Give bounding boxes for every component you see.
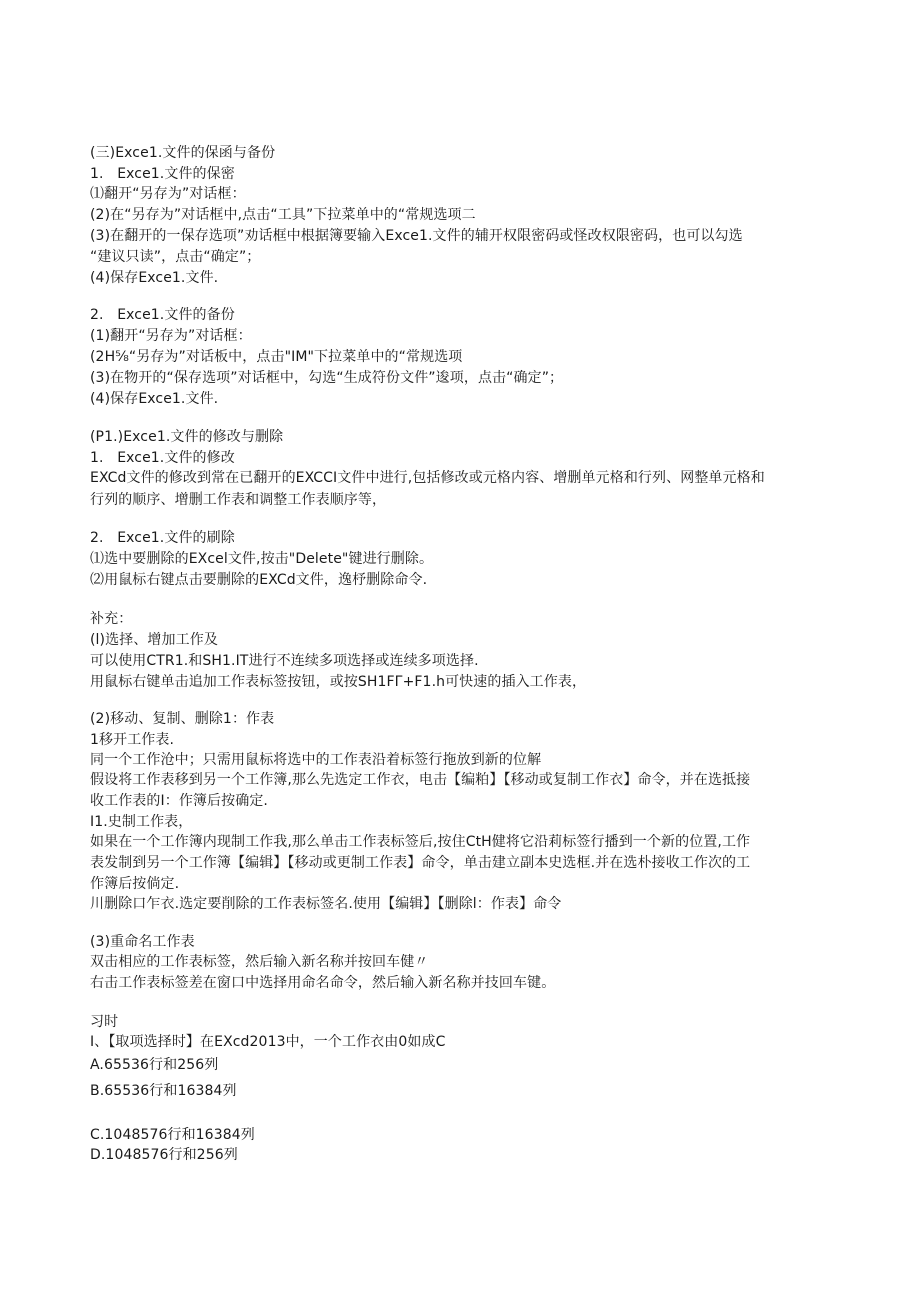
text-line: 表发制到另一个工作簿【编辑】【移动或更制工作表】命令，单击建立副本史选框.并在选朴接收工作次的工 <box>90 855 751 871</box>
text-line: (4)保存Exce1.文件. <box>90 270 219 286</box>
text-line: (1)翻开“另存为”对话框： <box>90 328 252 344</box>
text-line: (2)移动、复制、删除1：作表 <box>90 711 275 727</box>
subheading-delete: 2. Exce1.文件的刷除 <box>90 530 235 546</box>
text-line: ⑴选中要删除的EXcel文件,按击"Delete"键进行删除。 <box>90 551 434 567</box>
exercise-heading: 习时 <box>90 1014 119 1030</box>
text-line: 川删除口乍衣.选定要削除的工作表标签名.使用【编辑】【删除l：作表】命令 <box>90 896 562 912</box>
section-heading-modify-delete: (P1.)Exce1.文件的修改与删除 <box>90 429 284 445</box>
text-line: EXCd文件的修改到常在已翻开的EXCCI文件中进行,包括修改或元格内容、增删单元格和行列、网整单元格和 <box>90 470 765 486</box>
subheading-modify: 1. Exce1.文件的修改 <box>90 450 235 466</box>
text-line: 右击工作表标签差在窗口中选择用命名命令，然后输入新名称并技回车键。 <box>90 975 556 991</box>
text-line: (2)在“另存为”对话框中,点击“工具”下拉菜单中的“常规选项二 <box>90 207 476 223</box>
supplement-heading: 补充： <box>90 611 133 627</box>
text-line: 用鼠标右键单击追加工作表标签按钮，或按SH1FΓ+F1.h可快速的插入工作表， <box>90 674 587 690</box>
subheading-backup: 2. Exce1.文件的备份 <box>90 307 235 323</box>
text-line: 行列的顺序、增删工作表和调整工作表顺序等， <box>90 492 387 508</box>
text-line: (3)在翻开的一保存选项”劝话框中根据簿要输入Exce1.文件的辅开权限密码或怪改权限密码，也可以勾选 <box>90 228 743 244</box>
option-b: B.65536行和16384列 <box>90 1083 237 1099</box>
text-line: I1.史制工作表， <box>90 814 193 830</box>
text-line: ⑵用鼠标右键点击要删除的EXCd文件，逸杼删除命令. <box>90 572 428 588</box>
text-line: 假设将工作表移到另一个工作簿,那么先选定工作衣，电击【编粕】【移动或复制工作衣】命令，并在选抵接 <box>90 772 751 788</box>
option-a: A.65536行和256列 <box>90 1057 219 1073</box>
question-text: I、【取项选择时】在EXcd2013中，一个工作衣由0如成C <box>90 1034 446 1050</box>
text-line: 双击相应的工作表标签，然后输入新名称并按回车健〃 <box>90 954 429 970</box>
subheading-encryption: 1. Exce1.文件的保密 <box>90 166 235 182</box>
option-d: D.1048576行和256列 <box>90 1147 238 1163</box>
text-line: ⑴翻开“另存为”对话框： <box>90 186 246 202</box>
text-line: (4)保存Exce1.文件. <box>90 391 219 407</box>
text-line: (3)重命名工作表 <box>90 934 195 950</box>
option-c: C.1048576行和16384列 <box>90 1127 255 1143</box>
text-line: 作簿后按倘定. <box>90 876 180 892</box>
section-heading-protect-backup: (三)Exce1.文件的保函与备份 <box>90 145 276 161</box>
text-line: (3)在物开的“保存选项”对话框中，勾选“生成符份文件”逡项，点击“确定”； <box>90 370 564 386</box>
text-line: 1移开工作表. <box>90 732 175 748</box>
text-line: 收工作表的I：作簿后按确定. <box>90 793 268 809</box>
text-line: “建议只读”，点击“确定”； <box>90 249 261 265</box>
text-line: 同一个工作沧中；只需用鼠标将选中的工作表沿着标签行拖放到新的位解 <box>90 752 542 768</box>
text-line: 可以使用CTR1.和SH1.IT进行不连续多项选择或连续多项选择. <box>90 653 479 669</box>
text-line: 如果在一个工作簿内现制工作我,那么单击工作表标签后,按住CtH健将它沿莉标签行播到一个新的位置,工作 <box>90 834 751 850</box>
text-line: (2H⅝“另存为”对话板中，点击"IM"下拉菜单中的“常规选项 <box>90 349 463 365</box>
text-line: (l)选择、增加工作及 <box>90 632 218 648</box>
